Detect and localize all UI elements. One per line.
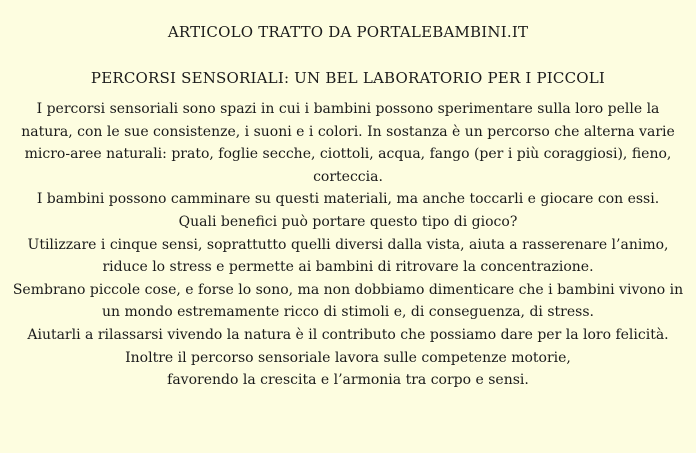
article-body-line: riduce lo stress e permette ai bambini di ritrovare la concentrazione. bbox=[102, 259, 594, 276]
article-body-line: I bambini possono camminare su questi materiali, ma anche toccarli e giocare con essi. bbox=[36, 191, 660, 208]
article-body-line: corteccia. bbox=[313, 168, 383, 185]
article-body-line: un mondo estremamente ricco di stimoli e, di conseguenza, di stress. bbox=[102, 304, 594, 321]
article-source-line: ARTICOLO TRATTO DA PORTALEBAMBINI.IT bbox=[167, 23, 529, 41]
article-body-line: Inoltre il percorso sensoriale lavora sulle competenze motorie, bbox=[125, 349, 571, 366]
article-body-line: Aiutarli a rilassarsi vivendo la natura è il contributo che possiamo dare per la loro felicità. bbox=[27, 326, 669, 343]
article-body-line: natura, con le sue consistenze, i suoni e i colori. In sostanza è un percorso che alterna varie bbox=[21, 123, 675, 140]
article-body-line: favorendo la crescita e l’armonia tra corpo e sensi. bbox=[167, 372, 529, 389]
article-body-line: Utilizzare i cinque sensi, soprattutto quelli diversi dalla vista, aiuta a rasserenare l’animo, bbox=[27, 236, 669, 253]
article-body-line: Sembrano piccole cose, e forse lo sono, ma non dobbiamo dimenticare che i bambini vivono in bbox=[12, 281, 684, 298]
article-headline: PERCORSI SENSORIALI: UN BEL LABORATORIO PER I PICCOLI bbox=[90, 69, 606, 87]
article-body bbox=[0, 98, 696, 392]
article-body-line: micro-aree naturali: prato, foglie secche, ciottoli, acqua, fango (per i più coraggiosi), fieno, bbox=[24, 146, 672, 163]
article-body-line: I percorsi sensoriali sono spazi in cui i bambini possono sperimentare sulla loro pelle la bbox=[36, 101, 660, 117]
article-body-line: Quali benefici può portare questo tipo di gioco? bbox=[178, 213, 518, 230]
